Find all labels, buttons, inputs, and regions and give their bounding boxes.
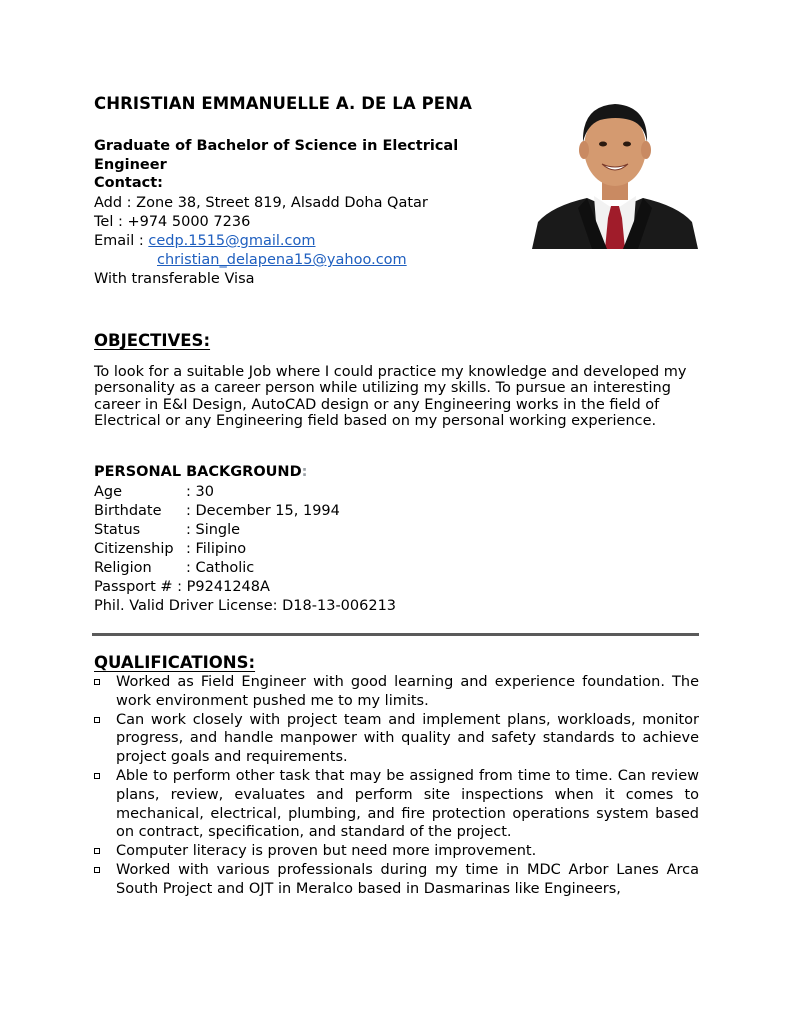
square-bullet-icon — [94, 679, 100, 685]
pb-value: : P9241248A — [172, 579, 270, 595]
list-item-text: Able to perform other task that may be assigned from time to time. Can review plans, review, evaluates and perform site inspections when it comes to mechanical, electrical, plumbing, and fire protection operations system based on contract, specification, and standard of the project. — [116, 767, 699, 841]
pb-key: Passport # — [94, 579, 173, 595]
email-line — [94, 233, 316, 249]
list-item-text: Worked as Field Engineer with good learning and experience foundation. The work environment pushed me to my limits. — [116, 674, 699, 709]
pb-row-license: Phil. Valid Driver License: D18-13-006213 — [94, 598, 397, 614]
list-item-text: Worked with various professionals during my time in MDC Arbor Lanes Arca South Project and OJT in Meralco based in Dasmarinas like Engineers, — [116, 861, 699, 897]
square-bullet-icon — [94, 773, 100, 779]
list-item-text: Computer literacy is proven but need more improvement. — [116, 843, 537, 860]
pb-row-passport — [94, 579, 270, 595]
email-line-2 — [157, 252, 407, 268]
personal-background-colon: : — [301, 464, 308, 480]
square-bullet-icon — [94, 848, 100, 854]
pb-row-status — [94, 522, 240, 538]
pb-key: Citizenship — [94, 541, 174, 557]
personal-background-title: PERSONAL BACKGROUND — [94, 464, 302, 480]
email-link-yahoo[interactable]: christian_delapena15@yahoo.com — [157, 252, 407, 268]
pb-row-age — [94, 484, 214, 500]
pb-row-birthdate — [94, 503, 340, 519]
visa-line: With transferable Visa — [94, 271, 255, 287]
contact-label: Contact: — [94, 175, 163, 191]
pb-value: : Single — [186, 522, 241, 538]
list-item-text: Can work closely with project team and implement plans, workloads, monitor progress, and handle manpower with quality and safety standards to achieve project goals and requirements. — [116, 711, 699, 766]
square-bullet-icon — [94, 867, 100, 873]
degree-heading: Graduate of Bachelor of Science in Electrical Engineer — [94, 138, 459, 173]
pb-row-citizenship — [94, 541, 246, 557]
pb-key: Religion — [94, 560, 152, 576]
pb-key: Birthdate — [94, 503, 162, 519]
objectives-text: To look for a suitable Job where I could practice my knowledge and developed my personality as a career person while utilizing my skills. To pursue an interesting career in E&I Design, AutoCAD design or any Engineering works in the field of Electrical or any Engineering field based on my personal working experience. — [94, 364, 687, 430]
pb-row-religion — [94, 560, 254, 576]
list-item — [94, 767, 699, 842]
pb-value: : December 15, 1994 — [186, 503, 340, 519]
objectives-heading: OBJECTIVES: — [94, 331, 211, 350]
list-item — [94, 842, 699, 861]
list-item — [94, 673, 699, 711]
pb-key: Status — [94, 522, 141, 538]
pb-value: : Filipino — [186, 541, 247, 557]
list-item — [94, 711, 699, 767]
qualifications-heading: QUALIFICATIONS: — [94, 653, 256, 672]
pb-value: : Catholic — [186, 560, 255, 576]
pb-value: : 30 — [186, 484, 214, 500]
address-line: Add : Zone 38, Street 819, Alsadd Doha Qatar — [94, 195, 428, 211]
square-bullet-icon — [94, 717, 100, 723]
list-item — [94, 861, 699, 899]
pb-key: Age — [94, 484, 123, 500]
email-label: Email : — [94, 233, 149, 249]
qualifications-list — [94, 673, 699, 899]
section-divider — [92, 633, 699, 636]
profile-photo — [532, 98, 698, 249]
applicant-name: CHRISTIAN EMMANUELLE A. DE LA PENA — [94, 94, 472, 113]
personal-background-heading — [94, 464, 307, 480]
phone-line: Tel : +974 5000 7236 — [94, 214, 251, 230]
email-link-gmail[interactable]: cedp.1515@gmail.com — [148, 233, 316, 249]
